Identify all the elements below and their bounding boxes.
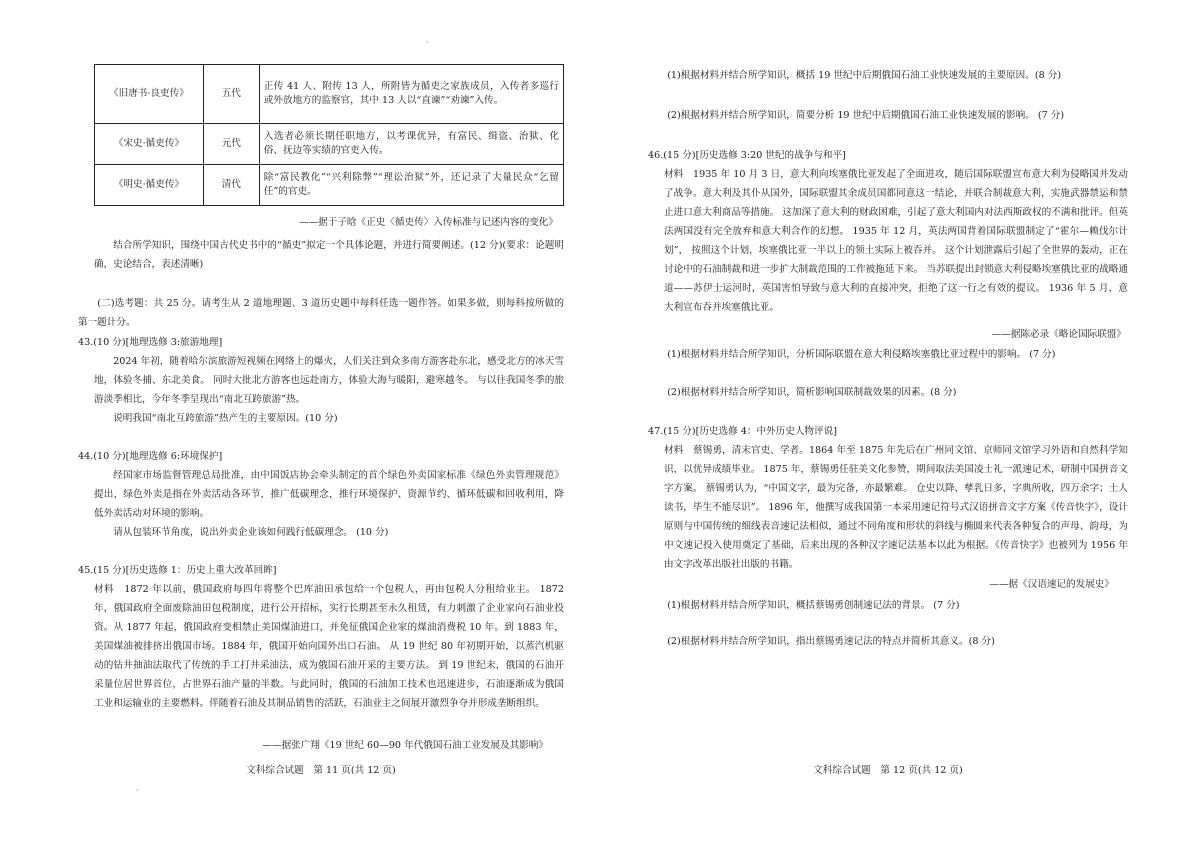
q47-sub1: (1)根据材料并结合所学知识，概括蔡锡勇创制速记法的背景。 (7 分) (667, 600, 960, 611)
q46-head: 46.(15 分)[历史选修 3:20 世纪的战争与和平] (648, 150, 846, 161)
q43-head: 43.(10 分)[地理选修 3:旅游地理] (78, 337, 223, 348)
q47-text: 材料 蔡锡勇，清末官吏、学者。1864 年至 1875 年先后在广州同文馆、京师同文馆学习外语和自然科学知识，以优异成绩毕业。 1875 年，蔡锡勇任驻美文化参赞，期间取法美国凌士礼一派速记术，研制中国拼音文字方案。 蔡锡勇认为，“中国文字，最为完备，亦最繁难。 仓史以降，孳乳日多，字典所收，四万余字；士人读书，毕生不能尽识”。 1896 年，他撰写成我国第一本采用速记符号式汉语拼音文字方案《传音快字》，设计原则与中国传统的细线表音速记法相似，通过不同角度和形状的斜线与椭圆来代表各种复合的声母、韵母，为中文速记投入使用奠定了基础，后来出现的各种汉字速记法基本以此为根据。《传音快字》也被列为 1956 年由文字改革出版社出版的书籍。 (664, 445, 1128, 570)
book-cell: 《宋史·循吏传》 (95, 124, 204, 165)
footer-page-11: 文科综合试题 第 11 页(共 12 页) (246, 765, 396, 776)
q45-source: ——据张广翔《19 世纪 60—90 年代俄国石油工业发展及其影响》 (262, 740, 548, 751)
table-row (95, 165, 564, 206)
q46-sub2: (2)根据材料并结合所学知识，简析影响国联制裁效果的因素。(8 分) (667, 387, 957, 398)
desc-cell: 除“富民教化”“兴利除弊”“理讼治狱”外，还记录了大量民众“乞留任”的官吏。 (259, 165, 563, 206)
q46-source: ——据陈必录《略论国际联盟》 (991, 329, 1126, 340)
table-source: ——据于子晗《正史〈循吏传〉入传标准与记述内容的变化》 (298, 217, 558, 228)
desc-cell: 入选者必须长期任职地方，以考课优异，有富民、缉盗、治狱、化俗、抚边等实绩的官吏入传。 (259, 124, 563, 165)
section2-intro: (二)选考题：共 25 分。请考生从 2 道地理题、3 道历史题中每科任选一题作答。如果多做，则每科按所做的第一题计分。 (78, 298, 564, 328)
book-cell: 《旧唐书·良吏传》 (95, 65, 204, 124)
q45-sub1: (1)根据材料并结合所学知识，概括 19 世纪中后期俄国石油工业快速发展的主要原因。(8 分) (667, 70, 1062, 81)
dynasty-cell: 五代 (203, 65, 259, 124)
table-row (95, 65, 564, 124)
scan-mark-dot: · (426, 38, 429, 47)
q46-sub1: (1)根据材料并结合所学知识，分析国际联盟在意大利侵略埃塞俄比亚过程中的影响。 (7 分) (667, 349, 1056, 360)
scan-mark-dot: · (136, 786, 139, 795)
q42-task: 结合所学知识，围绕中国古代史书中的“循吏”拟定一个具体论题，并进行简要阐述。(12 分)(要求：论题明确，史论结合，表述清晰) (94, 240, 564, 270)
q43-task: 说明我国“南北互跨旅游”热产生的主要原因。(10 分) (113, 413, 338, 424)
q44-text: 经国家市场监督管理总局批准，由中国饭店协会牵头制定的首个绿色外卖国家标准《绿色外卖管理规范》提出，绿色外卖是指在外卖活动各环节，推广低碳理念，推行环境保护、资源节约、循环低碳和回收利用，降低外卖活动对环境的影响。 (94, 470, 564, 519)
dynasty-cell: 元代 (203, 124, 259, 165)
q47-sub2: (2)根据材料并结合所学知识，指出蔡锡勇速记法的特点并简析其意义。(8 分) (667, 636, 995, 647)
q45-text: 材料 1872 年以前，俄国政府每四年将整个巴库油田承包给一个包税人，再由包税人分租给业主。 1872 年，俄国政府全面废除油田包税制度，进行公开招标，实行长期甚至永久租赁，有力刺激了企业家向石油业投资。从 1877 年起，俄国政府变相禁止美国煤油进口，并免征俄国企业家的煤油消费税 10 年。到 1883 年，美国煤油被排挤出俄国市场。1884 年，俄国开始向国外出口石油。 从 19 世纪 80 年初期开始，以蒸汽机驱动的钻井抽油法取代了传统的手工打井采油法，成为俄国石油开采的主要方法。 到 19 世纪末，俄国的石油开采量位居世界首位，占世界石油产量的半数。与此同时，俄国的石油加工技术也迅速进步，石油逐渐成为俄国工业和运输业的主要燃料。伴随着石油及其制品销售的活跃，石油业主之间展开激烈争夺并形成垄断组织。 (94, 584, 564, 709)
footer-page-12: 文科综合试题 第 12 页(共 12 页) (813, 765, 963, 776)
q43-text: 2024 年初，随着哈尔滨旅游短视频在网络上的爆火，人们关注到众多南方游客赴东北，感受北方的冰天雪地，体验冬捕、东北美食。 同时大批北方游客也远赴南方，体验大海与暖阳，避寒越冬。 与以往我国冬季的旅游淡季相比，今年冬季呈现出“南北互跨旅游”热。 (94, 356, 564, 405)
table-row (95, 124, 564, 165)
q45-sub2: (2)根据材料并结合所学知识，简要分析 19 世纪中后期俄国石油工业快速发展的影响。 (7 分) (667, 110, 1065, 121)
q47-source: ——据《汉语速记的发展史》 (989, 579, 1114, 590)
xunli-table (94, 64, 564, 206)
desc-cell: 正传 41 人、附传 13 人，所附皆为循吏之家族成员，入传者多巡行或外放地方的监察官，其中 13 人以“直谏”“劝谏”入传。 (259, 65, 563, 124)
q47-head: 47.(15 分)[历史选修 4：中外历史人物评说] (648, 426, 837, 437)
q45-head: 45.(15 分)[历史选修 1：历史上重大改革回眸] (78, 565, 277, 576)
q44-task: 请从包装环节角度，说出外卖企业该如何践行低碳理念。 (10 分) (113, 527, 389, 538)
q44-head: 44.(10 分)[地理选修 6:环境保护] (78, 451, 223, 462)
dynasty-cell: 清代 (203, 165, 259, 206)
q46-text: 材料 1935 年 10 月 3 日，意大利向埃塞俄比亚发起了全面进攻，随后国际联盟宣布意大利为侵略国并发动了战争。意大利及其仆从国外，国际联盟其余成员国都同意这一结论，并联合制裁意大利，实施武器禁运和禁止进口意大利商品等措施。 这加深了意大利的财政困难，引起了意大利国内对法西斯政权的不满和批评。但英法两国没有完全放弃和意大利合作的幻想。 1935 年 12 月，英法两国背着国际联盟制定了“霍尔—赖伐尔计划”， 按照这个计划，埃塞俄比亚一半以上的领土实际上被吞并。 这个计划泄露后引起了全世界的轰动，正在讨论中的石油制裁和进一步扩大制裁范围的工作被拖延下来。 当苏联提出封锁意大利侵略埃塞俄比亚的战略通道——苏伊士运河时，英国害怕导致与意大利的直接冲突，拒绝了这一行之有效的提议。 1936 年 5 月，意大利宣布吞并埃塞俄比亚。 (664, 169, 1128, 313)
book-cell: 《明史·循吏传》 (95, 165, 204, 206)
